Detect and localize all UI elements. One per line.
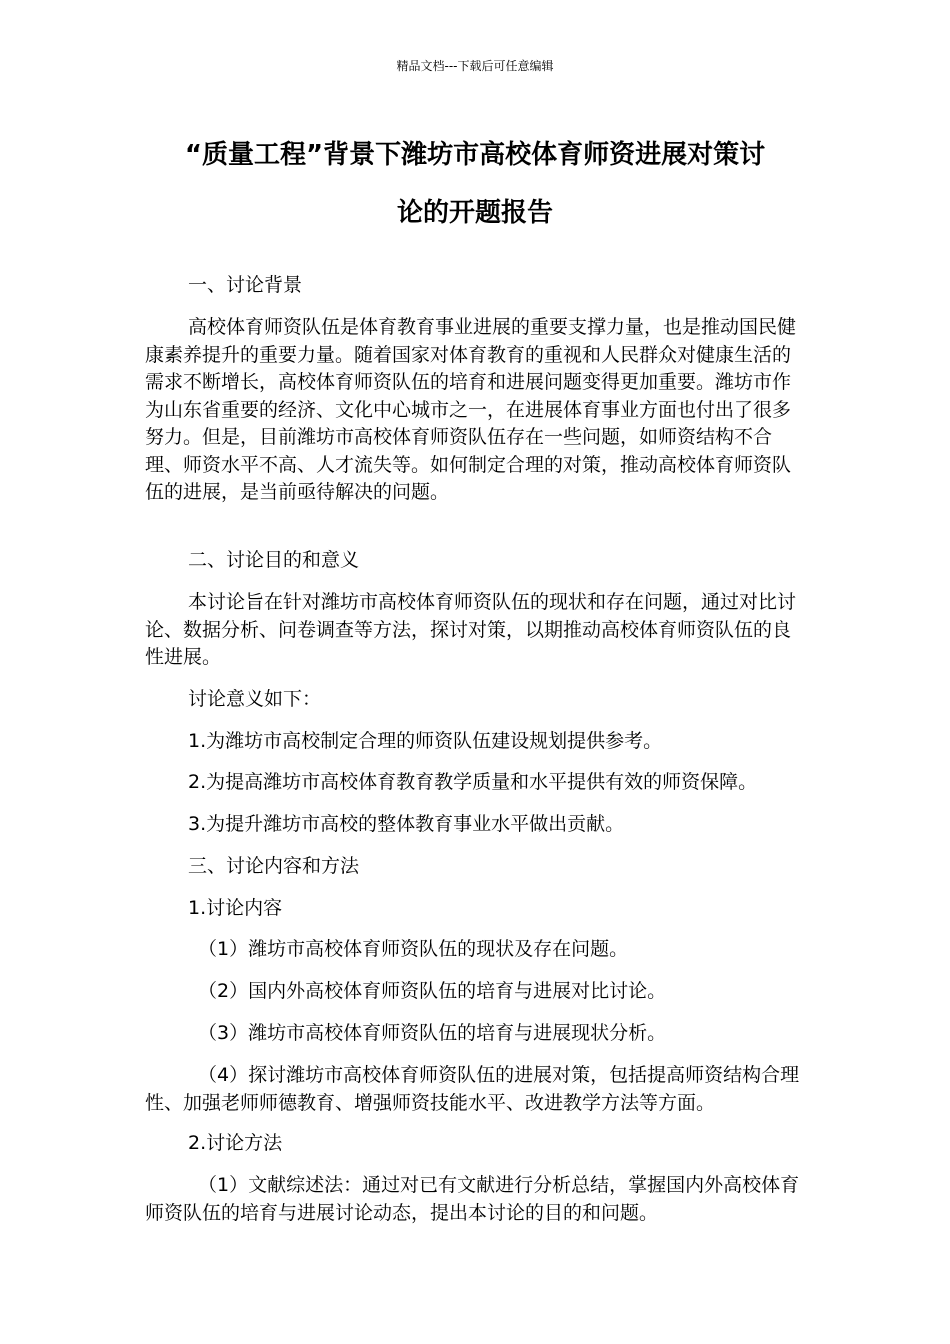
significance-item: 1.为潍坊市高校制定合理的师资队伍建设规划提供参考。 <box>188 730 663 752</box>
method-item-1-block <box>145 1172 805 1227</box>
significance-intro-block <box>145 686 805 714</box>
significance-item-2-block <box>145 769 805 797</box>
section-2-heading: 二、讨论目的和意义 <box>188 549 360 571</box>
method-item: （1）文献综述法：通过对已有文献进行分析总结，掌握国内外高校体育师资队伍的培育与进展讨论动态，提出本讨论的目的和问题。 <box>145 1174 800 1224</box>
content-heading-block <box>145 895 805 923</box>
content-item: （2）国内外高校体育师资队伍的培育与进展对比讨论。 <box>198 980 667 1002</box>
section-2-paragraph: 本讨论旨在针对潍坊市高校体育师资队伍的现状和存在问题，通过对比讨论、数据分析、问卷调查等方法，探讨对策，以期推动高校体育师资队伍的良性进展。 <box>145 591 797 668</box>
content-item-2-block <box>145 978 805 1006</box>
content-heading: 1.讨论内容 <box>188 897 283 919</box>
method-heading-block <box>145 1130 805 1158</box>
section-1-paragraph: 高校体育师资队伍是体育教育事业进展的重要支撑力量，也是推动国民健康素养提升的重要力量。随着国家对体育教育的重视和人民群众对健康生活的需求不断增长，高校体育师资队伍的培育和进展问题变得更加重要。潍坊市作为山东省重要的经济、文化中心城市之一，在进展体育事业方面也付出了很多努力。但是，目前潍坊市高校体育师资队伍存在一些问题，如师资结构不合理、师资水平不高、人才流失等。如何制定合理的对策，推动高校体育师资队伍的进展，是当前亟待解决的问题。 <box>145 316 797 503</box>
significance-intro: 讨论意义如下： <box>188 688 322 710</box>
section-2-heading-block <box>145 547 805 575</box>
content-item: （3）潍坊市高校体育师资队伍的培育与进展现状分析。 <box>198 1022 667 1044</box>
content-item: （4）探讨潍坊市高校体育师资队伍的进展对策，包括提高师资结构合理性、加强老师师德教育、增强师资技能水平、改进教学方法等方面。 <box>145 1064 800 1114</box>
section-2-paragraph-block <box>145 589 805 672</box>
significance-item-1-block <box>145 728 805 756</box>
significance-item-3-block <box>145 811 805 839</box>
method-heading: 2.讨论方法 <box>188 1132 283 1154</box>
significance-item: 3.为提升潍坊市高校的整体教育事业水平做出贡献。 <box>188 813 625 835</box>
content-item: （1）潍坊市高校体育师资队伍的现状及存在问题。 <box>198 938 629 960</box>
content-item-4-block <box>145 1062 805 1117</box>
section-1-heading: 一、讨论背景 <box>188 274 303 296</box>
section-1-paragraph-block <box>145 314 805 507</box>
title-line-1: “质量工程”背景下潍坊市高校体育师资进展对策讨 <box>184 140 766 170</box>
section-3-heading: 三、讨论内容和方法 <box>188 855 360 877</box>
title-line-2: 论的开题报告 <box>396 198 553 228</box>
content-item-1-block <box>145 936 805 964</box>
header-note: 精品文档---下载后可任意编辑 <box>396 59 554 73</box>
section-1-heading-block <box>145 272 805 300</box>
significance-item: 2.为提高潍坊市高校体育教育教学质量和水平提供有效的师资保障。 <box>188 771 758 793</box>
section-3-heading-block <box>145 853 805 881</box>
document-title <box>145 126 805 242</box>
content-item-3-block <box>145 1020 805 1048</box>
